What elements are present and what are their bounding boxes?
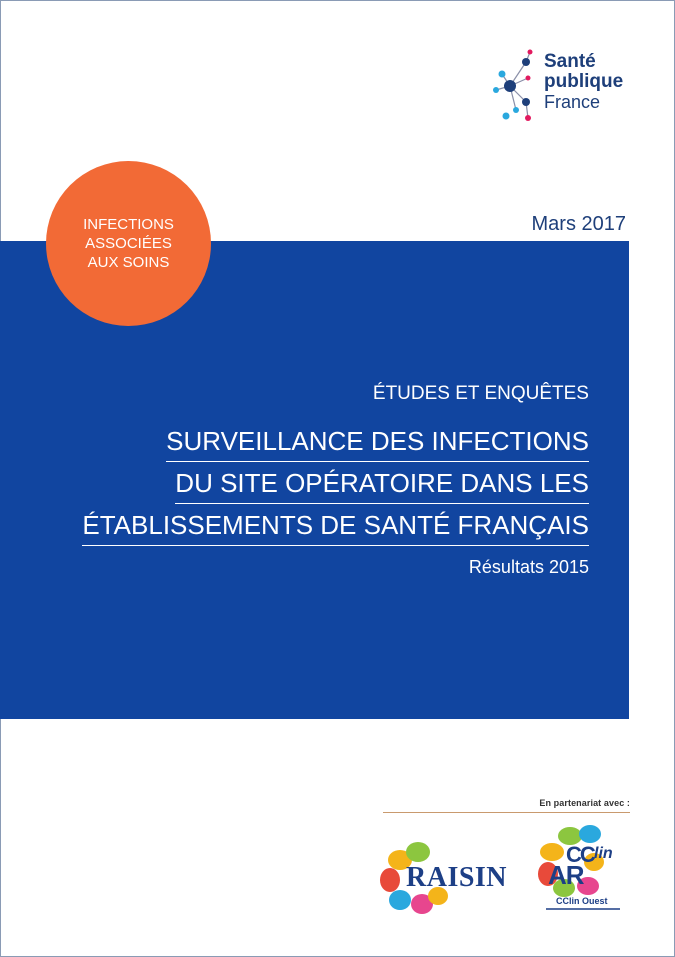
sante-publique-france-logo (488, 44, 638, 134)
partners-divider (383, 812, 630, 813)
topic-badge-line1: INFECTIONS (83, 216, 174, 233)
cclin-lin-letters: lin (594, 845, 613, 862)
cclin-arlin-logo (528, 822, 638, 917)
cclin-ouest-label: CClin Ouest (556, 896, 608, 906)
document-subtitle: Résultats 2015 (468, 557, 589, 577)
document-title-line1: SURVEILLANCE DES INFECTIONS (166, 421, 589, 462)
series-label: ÉTUDES ET ENQUÊTES (372, 383, 589, 404)
topic-badge-line2: ASSOCIÉES (85, 235, 172, 252)
document-title (82, 420, 589, 546)
cclin-ar-letters: AR (548, 860, 584, 890)
cclin-cc-letters: CC (566, 842, 594, 867)
document-title-line3: ÉTABLISSEMENTS DE SANTÉ FRANÇAIS (82, 505, 589, 546)
logo-text-sante: Santé (544, 51, 596, 72)
publication-date: Mars 2017 (531, 213, 626, 235)
logo-text-france: France (544, 92, 601, 112)
raisin-logo (378, 838, 508, 918)
topic-badge-line3: AUX SOINS (87, 254, 170, 271)
raisin-wordmark: RAISIN (406, 862, 508, 893)
partners-label: En partenariat avec : (539, 798, 630, 808)
document-title-line2: DU SITE OPÉRATOIRE DANS LES (175, 463, 589, 504)
logo-text-publique: publique (544, 71, 624, 92)
topic-badge (46, 161, 211, 326)
molecule-logo-icon (488, 44, 544, 134)
